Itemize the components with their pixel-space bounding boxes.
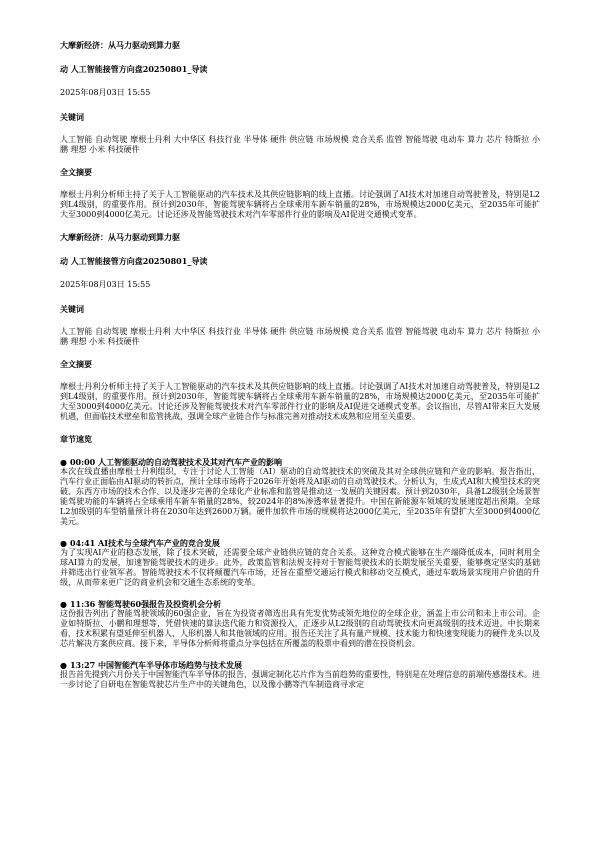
summary-text: 摩根士丹利分析师主持了关于人工智能驱动的汽车技术及其供应链影响的线上直播。讨论强调了AI技术对加速自动驾驶普及，特别是L2到L4级别，的重要作用。预计到2030年，智能驾驶车辆将占全球乘用车新车销量的28%，市场规模达2000亿美元，至2035年可能扩大至3000到4000亿美元。讨论还涉及智能驾驶技术对汽车零部件行业的影响及AI促进交通模式变革。 — [60, 190, 540, 219]
chapter-title: 11:36 智能驾驶60强报告及投资机会分析 — [69, 599, 222, 609]
document-title: 大摩新经济：从马力驱动到算力驱 — [60, 40, 180, 50]
keywords-heading: 关键词 — [60, 112, 84, 122]
keywords-text: 人工智能 自动驾驶 摩根士丹利 大中华区 科技行业 半导体 硬件 供应链 市场规模 竞合关系 监管 智能驾驶 电动车 算力 芯片 特斯拉 小鹏 理想 小米 科技硬件 — [60, 135, 540, 154]
document-body — [60, 40, 540, 701]
bullet-icon: ● — [60, 660, 67, 670]
document-subtitle: 动 人工智能接管方向盘20250801_导读 — [60, 256, 208, 266]
chapter-title: 04:41 AI技术与全球汽车产业的竞合发展 — [69, 538, 220, 548]
chapter-title-line — [60, 599, 540, 609]
chapter-title-line — [60, 660, 540, 670]
chapter-item — [60, 599, 540, 649]
chapter-title-line — [60, 457, 540, 467]
publish-date: 2025年08月03日 15:55 — [60, 280, 151, 289]
chapter-body: 报告首先提到六月份关于中国智能汽车半导体的报告，强调定制化芯片作为当前趋势的重要性，特别是在处理信息的前端传感器技术。进一步讨论了自研电在智能驾驶芯片生产中的关键角色，以及像小鹏等汽车制造商寻求定 — [60, 670, 540, 689]
bullet-icon: ● — [60, 599, 67, 609]
summary-heading: 全文摘要 — [60, 359, 92, 369]
bullet-icon: ● — [60, 538, 67, 548]
keywords-heading: 关键词 — [60, 304, 84, 314]
chapter-title-line — [60, 538, 540, 548]
summary-text: 摩根士丹利分析师主持了关于人工智能驱动的汽车技术及其供应链影响的线上直播。讨论强调了AI技术对加速自动驾驶普及，特别是L2到L4级别，的重要作用。预计到2030年，智能驾驶车辆将占全球乘用车新车销量的28%，市场规模达2000亿美元，至2035年可能扩大至3000到4000亿美元。讨论还涉及智能驾驶技术对汽车零部件行业的影响及AI促进交通模式变革。会议指出，尽管AI带来巨大发展机遇，但面临技术壁垒和监管挑战，强调全球产业链合作与标准完善对推动技术成熟和应用至关重要。 — [60, 382, 540, 421]
summary-heading: 全文摘要 — [60, 167, 92, 177]
chapter-title: 13:27 中国智能汽车半导体市场趋势与技术发展 — [69, 660, 242, 670]
chapter-body: 本次在线直播由摩根士丹利组织，专注于讨论人工智能（AI）驱动的自动驾驶技术的突破及其对全球供应链和产业的影响。报告指出，汽车行业正面临由AI驱动的转折点，预计全球市场将于2026年开始将及AI驱动的自动驾驶技术。分析认为，生成式AI和大模型技术的突破、东西方市场的技术合作、以及逐步完善的全球化产业标准和监管是推动这一发展的关键因素。预计到2030年，具备L2级别全场景智能驾驶功能的车辆将占全球乘用车新车销量的28%，较2024年的8%渗透率显著提升。中国在新能源车领域的发展速度超出预期。全球L2加级别的车型销量预计将在2030年达到2600万辆。硬件加软件市场的规模将达2000亿美元，至2035年有望扩大至3000到4000亿美元。 — [60, 467, 540, 526]
chapter-item — [60, 457, 540, 527]
chapter-title: 00:00 人工智能驱动的自动驾驶技术及其对汽车产业的影响 — [69, 457, 282, 467]
chapter-item — [60, 538, 540, 588]
summary-block-2 — [60, 232, 540, 422]
publish-date: 2025年08月03日 15:55 — [60, 88, 151, 97]
summary-block-1 — [60, 40, 540, 220]
document-title: 大摩新经济：从马力驱动到算力驱 — [60, 232, 180, 242]
chapter-body: 这份报告列出了智能驾驶领域的60强企业，旨在为投资者筛选出具有先发优势或领先地位的全球企业，涵盖上市公司和未上市公司。企业如特斯拉、小鹏和理想等，凭借快速的算法迭代能力和资源投入，正逐步从L2级别的自动驾驶技术向更高级别的技术迈进。中长期来看，技术积累有望延伸至机器人、人形机器人和其他领域的应用。报告还关注了具有量产规模、技术能力和快速变现能力的硬件龙头以及芯片解决方案供应商。接下来，半导体分析师将重点分享包括在所覆盖的股票中看到的潜在投资机会。 — [60, 609, 540, 648]
bullet-icon: ● — [60, 457, 67, 467]
chapters-heading: 章节速览 — [60, 434, 92, 444]
chapter-body: 为了实现AI产业的稳态发展，除了技术突破，还需要全球产业链供应链的竞合关系。这种竞合模式能够在生产端降低成本，同时利用全球AI算力的发展，加速智能驾驶技术的进步。此外，政策监管和法规支持对于智能驾驶技术的长期发展至关重要，能够奠定坚实的基础并筛选出行业领军者。智能驾驶技术不仅将颠覆汽车市场，还旨在重塑交通运行模式和移动交互模式，通过车载场景实现用户价值的升级，从而带来更广泛的商业机会和交通生态系统的变革。 — [60, 548, 540, 587]
keywords-text: 人工智能 自动驾驶 摩根士丹利 大中华区 科技行业 半导体 硬件 供应链 市场规模 竞合关系 监管 智能驾驶 电动车 算力 芯片 特斯拉 小鹏 理想 小米 科技硬件 — [60, 327, 540, 346]
document-subtitle: 动 人工智能接管方向盘20250801_导读 — [60, 64, 208, 74]
chapter-item — [60, 660, 540, 690]
